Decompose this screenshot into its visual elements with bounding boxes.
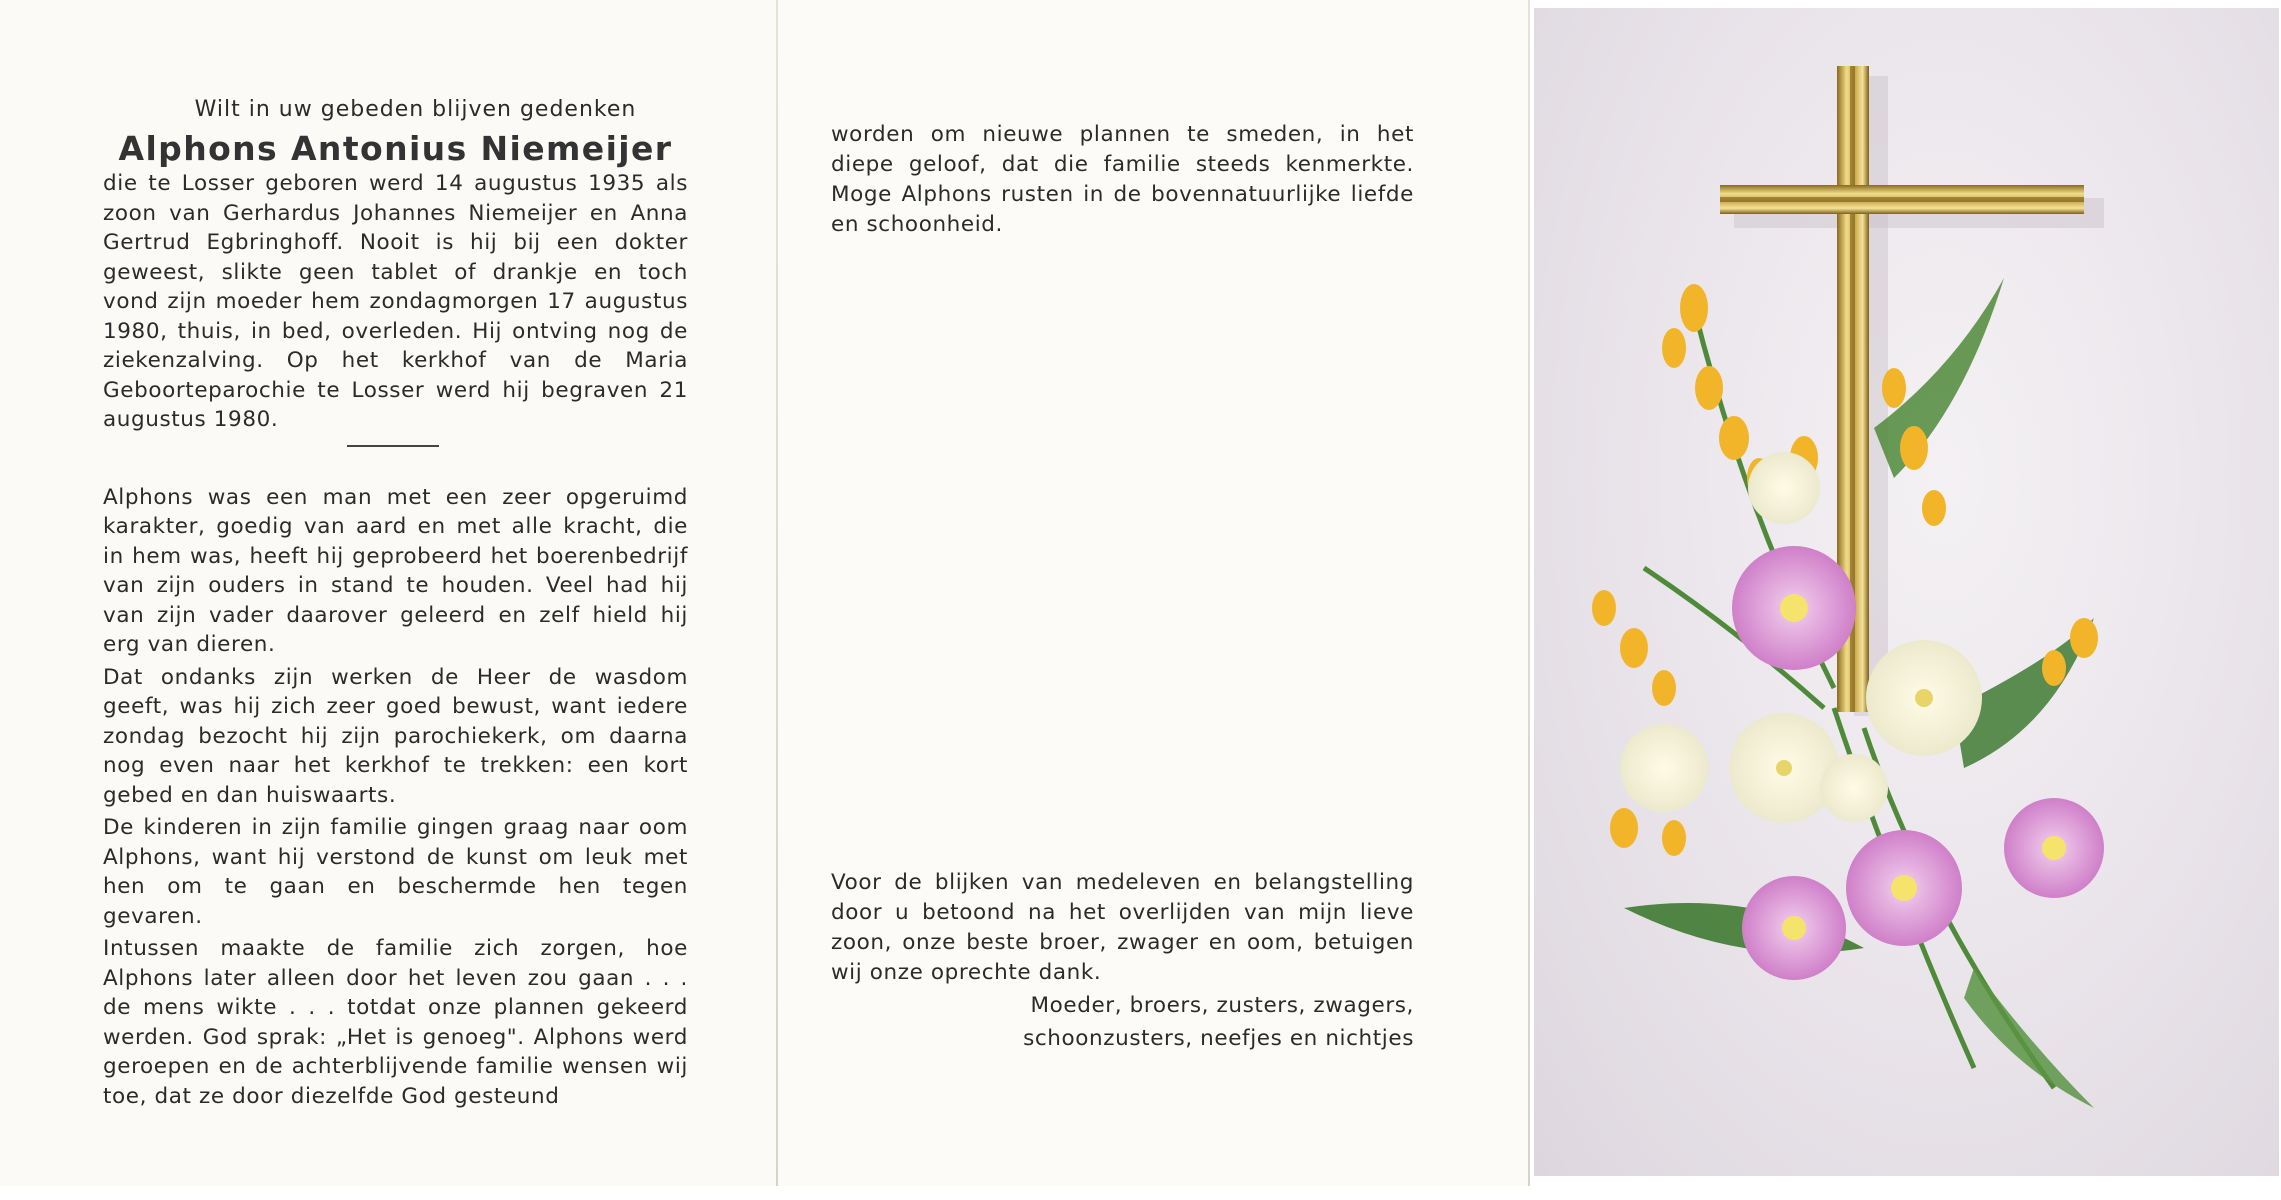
cross-flowers-image xyxy=(1534,8,2279,1176)
memorial-text-column xyxy=(103,95,688,1111)
continuation-text xyxy=(831,120,1414,240)
memorial-paragraph: Alphons was een man met een zeer opgeruimd karakter, goedig van aard en met alle kracht, die in hem was, heeft hij geprobeerd het boerenbedrijf van zijn ouders in stand te houden. Veel had hij van zijn vader daarover geleerd en zelf hield hij erg van dieren. xyxy=(103,484,688,657)
deceased-name: Alphons Antonius Niemeijer xyxy=(118,128,673,168)
signature-line: schoonzusters, neefjes en nichtjes xyxy=(1023,1026,1414,1051)
continuation-paragraph: worden om nieuwe plannen te smeden, in het diepe geloof, dat die familie steeds kenmerkte. Moge Alphons rusten in de bovennatuurlijke liefde en schoonheid. xyxy=(831,122,1414,237)
memorial-paragraph: Dat ondanks zijn werken de Heer de wasdom geeft, was hij zich zeer goed bewust, want iedere zondag bezocht hij zijn parochiekerk, om daarna nog even naar het kerkhof te trekken: een kort gebed en dan huiswaarts. xyxy=(103,664,688,808)
cross-flowers-illustration xyxy=(1534,8,2279,1176)
signature-line: Moeder, broers, zusters, zwagers, xyxy=(1030,993,1414,1018)
thanks-paragraph: Voor de blijken van medeleven en belangstelling door u betoond na het overlijden van mijn lieve zoon, onze beste broer, zwager en oom, betuigen wij onze oprechte dank. xyxy=(831,870,1414,985)
intro-line: Wilt in uw gebeden blijven gedenken xyxy=(194,97,637,122)
card-fold xyxy=(776,0,778,1186)
memorial-paragraph: De kinderen in zijn familie gingen graag naar oom Alphons, want hij verstond de kunst om leuk met hen om te gaan en beschermde hen tegen gevaren. xyxy=(103,815,688,929)
card-fold xyxy=(1528,0,1530,1186)
biography-paragraph: die te Losser geboren werd 14 augustus 1935 als zoon van Gerhardus Johannes Niemeijer en Anna Gertrud Egbringhoff. Nooit is hij bij een dokter geweest, slikte geen tablet of drankje en toch vond zijn moeder hem zondagmorgen 17 augustus 1980, thuis, in bed, overleden. Hij ontving nog de ziekenzalving. Op het kerkhof van de Maria Geboorteparochie te Losser werd hij begraven 21 augustus 1980. xyxy=(103,171,688,432)
thanks-block xyxy=(831,868,1414,1054)
memorial-paragraph: Intussen maakte de familie zich zorgen, hoe Alphons later alleen door het leven zou gaan . . . de mens wikte . . . totdat onze plannen gekeerd werden. God sprak: „Het is genoeg". Alphons werd geroepen en de achterblijvende familie wensen wij toe, dat ze door diezelfde God gesteund xyxy=(103,936,688,1109)
